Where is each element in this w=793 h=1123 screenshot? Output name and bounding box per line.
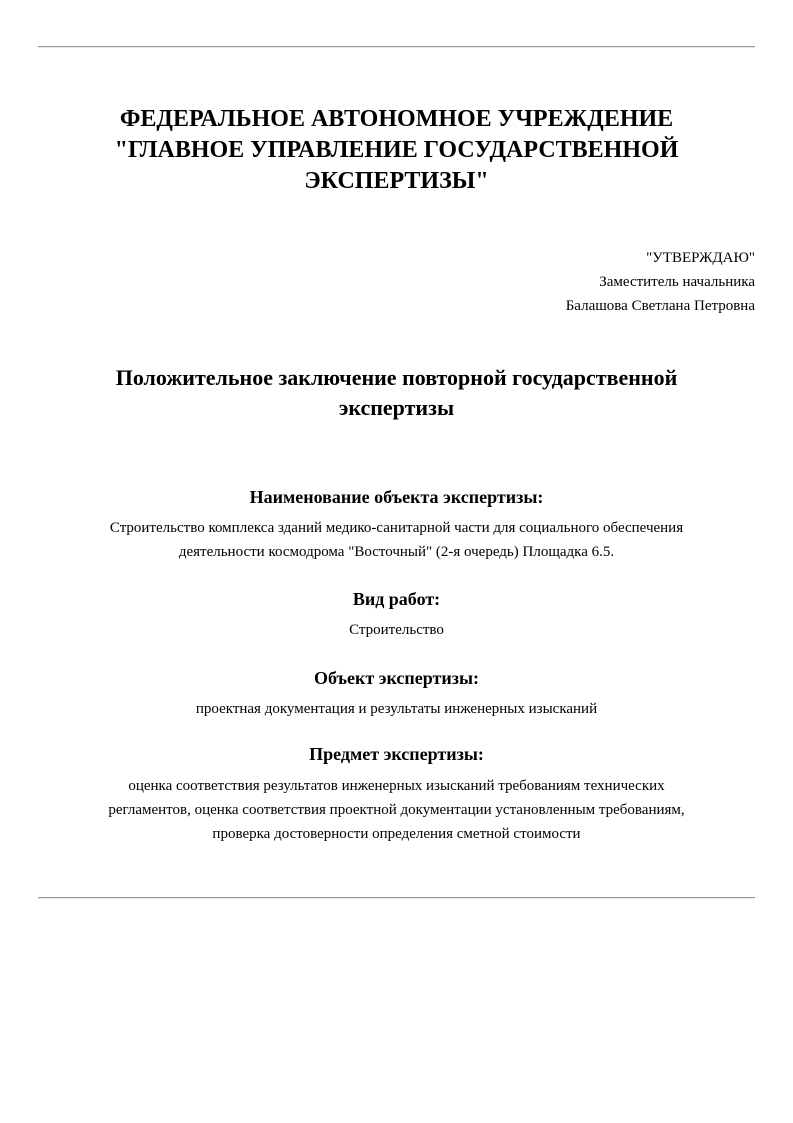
top-divider: [38, 46, 755, 48]
document-title: [38, 363, 755, 423]
section-heading: Объект экспертизы:: [313, 668, 480, 688]
section-text-line: проектная документация и результаты инженерных изысканий: [195, 701, 598, 717]
document-title-line: экспертизы: [338, 395, 455, 420]
section-heading: Наименование объекта экспертизы:: [249, 487, 544, 507]
document-title-line: Положительное заключение повторной государственной: [115, 365, 678, 390]
section-text-line: проверка достоверности определения сметной стоимости: [212, 826, 581, 842]
section-heading: Вид работ:: [352, 589, 441, 609]
section-text-line: Строительство комплекса зданий медико-санитарной части для социального обеспечения: [109, 520, 684, 536]
section-text-line: оценка соответствия результатов инженерных изысканий требованиям технических: [128, 778, 665, 794]
organization-title-line: ФЕДЕРАЛЬНОЕ АВТОНОМНОЕ УЧРЕЖДЕНИЕ: [119, 106, 674, 132]
organization-title-line: ЭКСПЕРТИЗЫ": [304, 168, 489, 194]
section-expertise-object: [38, 666, 755, 721]
approver-name: Балашова Светлана Петровна: [565, 298, 755, 314]
section-text-line: Строительство: [349, 622, 444, 638]
bottom-divider: [38, 897, 755, 899]
organization-title: [38, 104, 755, 197]
approver-position: Заместитель начальника: [599, 274, 755, 290]
approval-block: [566, 246, 755, 318]
organization-title-line: "ГЛАВНОЕ УПРАВЛЕНИЕ ГОСУДАРСТВЕННОЙ: [114, 137, 679, 163]
section-text-line: регламентов, оценка соответствия проектной документации установленным требованиям,: [108, 802, 685, 818]
section-text-line: деятельности космодрома "Восточный" (2-я очередь) Площадка 6.5.: [178, 544, 615, 560]
approval-stamp: "УТВЕРЖДАЮ": [646, 250, 755, 266]
section-work-type: [38, 587, 755, 642]
section-object-name: [38, 485, 755, 564]
section-heading: Предмет экспертизы:: [309, 744, 484, 764]
section-expertise-subject: [38, 742, 755, 846]
